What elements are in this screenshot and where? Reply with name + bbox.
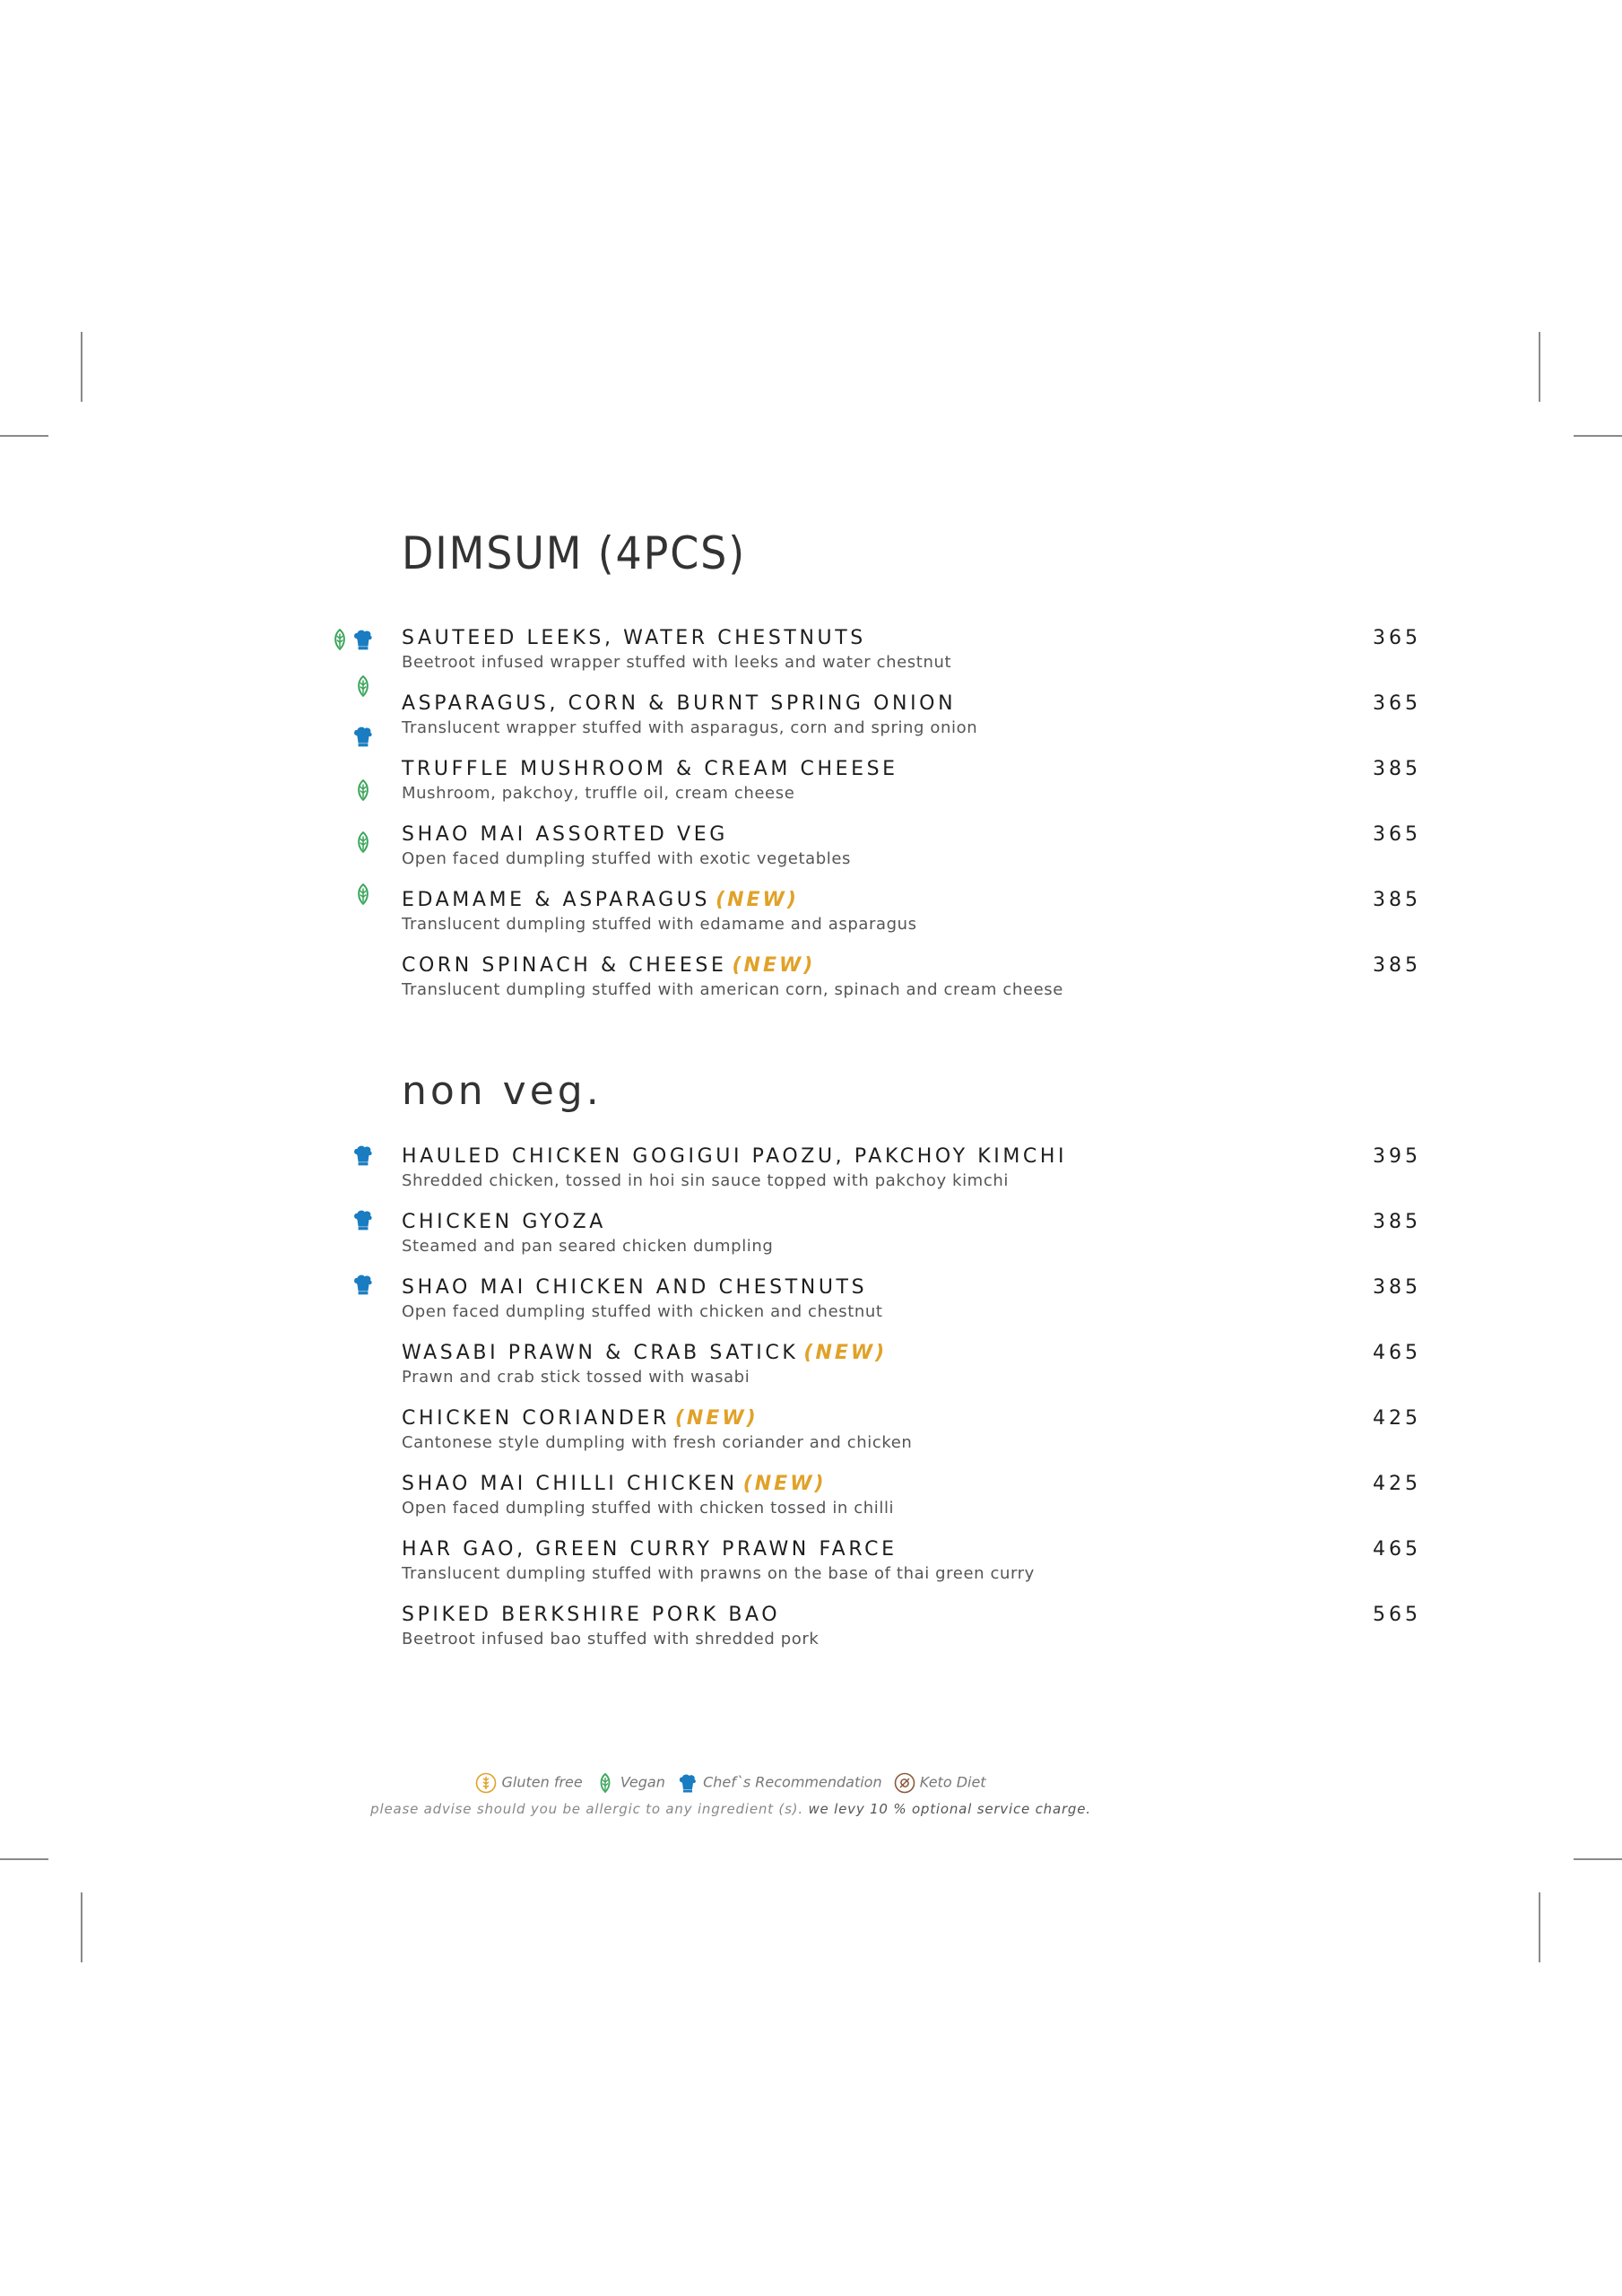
crop-mark <box>81 332 82 402</box>
item-price: 465 <box>1373 1538 1421 1561</box>
item-description: Steamed and pan seared chicken dumpling <box>402 1237 774 1256</box>
section-title-veg: DIMSUM (4PCS) <box>402 527 746 579</box>
vegan-icon <box>351 831 375 854</box>
legend-keto <box>894 1772 986 1794</box>
crop-mark <box>1574 435 1622 437</box>
service-charge-notice: we levy 10 % optional service charge. <box>808 1801 1091 1817</box>
item-description: Cantonese style dumpling with fresh coriander and chicken <box>402 1433 913 1452</box>
keto-diet-icon <box>894 1772 915 1794</box>
item-name: SHAO MAI ASSORTED VEG <box>402 823 728 846</box>
chef-recommendation-icon <box>677 1772 698 1794</box>
item-description: Translucent dumpling stuffed with prawns on the base of thai green curry <box>402 1564 1035 1583</box>
crop-mark <box>0 435 48 437</box>
menu-item <box>402 1341 1421 1398</box>
item-description: Open faced dumpling stuffed with chicken and chestnut <box>402 1302 883 1321</box>
menu-item <box>402 822 1421 880</box>
item-name: WASABI PRAWN & CRAB SATICK (NEW) <box>402 1342 888 1364</box>
chef-recommendation-icon <box>351 1208 375 1231</box>
menu-item <box>402 626 1421 683</box>
crop-mark <box>81 1892 82 1962</box>
item-description: Translucent dumpling stuffed with edamame and asparagus <box>402 915 917 934</box>
item-description: Mushroom, pakchoy, truffle oil, cream cheese <box>402 784 795 803</box>
item-price: 365 <box>1373 823 1421 846</box>
menu-item <box>402 1603 1421 1660</box>
item-description: Translucent dumpling stuffed with american corn, spinach and cream cheese <box>402 980 1063 999</box>
crop-mark <box>1574 1858 1622 1860</box>
item-name: SHAO MAI CHICKEN AND CHESTNUTS <box>402 1276 868 1299</box>
menu-item <box>402 953 1421 1011</box>
legend-label: Gluten free <box>501 1773 583 1791</box>
item-price: 565 <box>1373 1604 1421 1626</box>
item-name: CORN SPINACH & CHEESE (NEW) <box>402 954 816 977</box>
item-name: EDAMAME & ASPARAGUS (NEW) <box>402 889 799 911</box>
item-price: 385 <box>1373 1276 1421 1299</box>
vegan-icon <box>594 1772 616 1794</box>
section-title-nonveg: non veg. <box>402 1068 603 1114</box>
chef-recommendation-icon <box>351 725 375 748</box>
vegan-icon <box>351 883 375 906</box>
legend-label: Vegan <box>620 1773 665 1791</box>
legend-label: Chef`s Recommendation <box>703 1773 882 1791</box>
item-name: CHICKEN GYOZA <box>402 1211 606 1233</box>
item-description: Prawn and crab stick tossed with wasabi <box>402 1368 750 1387</box>
item-description: Beetroot infused bao stuffed with shredded pork <box>402 1630 820 1648</box>
menu-item <box>402 757 1421 814</box>
crop-mark <box>1539 1892 1540 1962</box>
menu-item <box>402 1210 1421 1267</box>
menu-item <box>402 1275 1421 1333</box>
menu-item <box>402 1406 1421 1464</box>
legend-gluten-free <box>475 1772 582 1794</box>
item-price: 365 <box>1373 627 1421 649</box>
item-name: TRUFFLE MUSHROOM & CREAM CHEESE <box>402 758 898 780</box>
allergy-notice: please advise should you be allergic to any ingredient (s). <box>370 1801 803 1817</box>
legend-vegan <box>594 1772 665 1794</box>
chef-recommendation-icon <box>351 628 375 651</box>
footnote <box>0 1801 1462 1817</box>
item-name: SPIKED BERKSHIRE PORK BAO <box>402 1604 781 1626</box>
item-price: 385 <box>1373 889 1421 911</box>
crop-mark <box>0 1858 48 1860</box>
vegan-icon <box>351 674 375 698</box>
item-price: 365 <box>1373 692 1421 715</box>
menu-item <box>402 1472 1421 1529</box>
item-name: SAUTEED LEEKS, WATER CHESTNUTS <box>402 627 866 649</box>
item-description: Open faced dumpling stuffed with exotic vegetables <box>402 849 852 868</box>
menu-item <box>402 888 1421 945</box>
item-price: 395 <box>1373 1145 1421 1168</box>
item-name: HAULED CHICKEN GOGIGUI PAOZU, PAKCHOY KIMCHI <box>402 1145 1068 1168</box>
item-description: Translucent wrapper stuffed with asparagus, corn and spring onion <box>402 718 978 737</box>
item-description: Open faced dumpling stuffed with chicken tossed in chilli <box>402 1499 895 1518</box>
item-price: 385 <box>1373 758 1421 780</box>
item-price: 385 <box>1373 954 1421 977</box>
legend-chef-recommendation <box>677 1772 882 1794</box>
item-name: ASPARAGUS, CORN & BURNT SPRING ONION <box>402 692 957 715</box>
menu-item <box>402 1537 1421 1595</box>
crop-mark <box>1539 332 1540 402</box>
chef-recommendation-icon <box>351 1144 375 1167</box>
menu-item <box>402 1144 1421 1202</box>
item-price: 425 <box>1373 1473 1421 1495</box>
item-price: 465 <box>1373 1342 1421 1364</box>
item-price: 385 <box>1373 1211 1421 1233</box>
vegan-icon <box>328 628 351 651</box>
menu-item <box>402 691 1421 749</box>
item-name: CHICKEN CORIANDER (NEW) <box>402 1407 759 1430</box>
vegan-icon <box>351 778 375 802</box>
item-name: SHAO MAI CHILLI CHICKEN (NEW) <box>402 1473 827 1495</box>
item-description: Shredded chicken, tossed in hoi sin sauce topped with pakchoy kimchi <box>402 1171 1009 1190</box>
item-name: HAR GAO, GREEN CURRY PRAWN FARCE <box>402 1538 898 1561</box>
chef-recommendation-icon <box>351 1273 375 1296</box>
gluten-free-icon <box>475 1772 497 1794</box>
dietary-legend <box>0 1772 1462 1794</box>
item-price: 425 <box>1373 1407 1421 1430</box>
legend-label: Keto Diet <box>919 1773 986 1791</box>
item-description: Beetroot infused wrapper stuffed with leeks and water chestnut <box>402 653 952 672</box>
